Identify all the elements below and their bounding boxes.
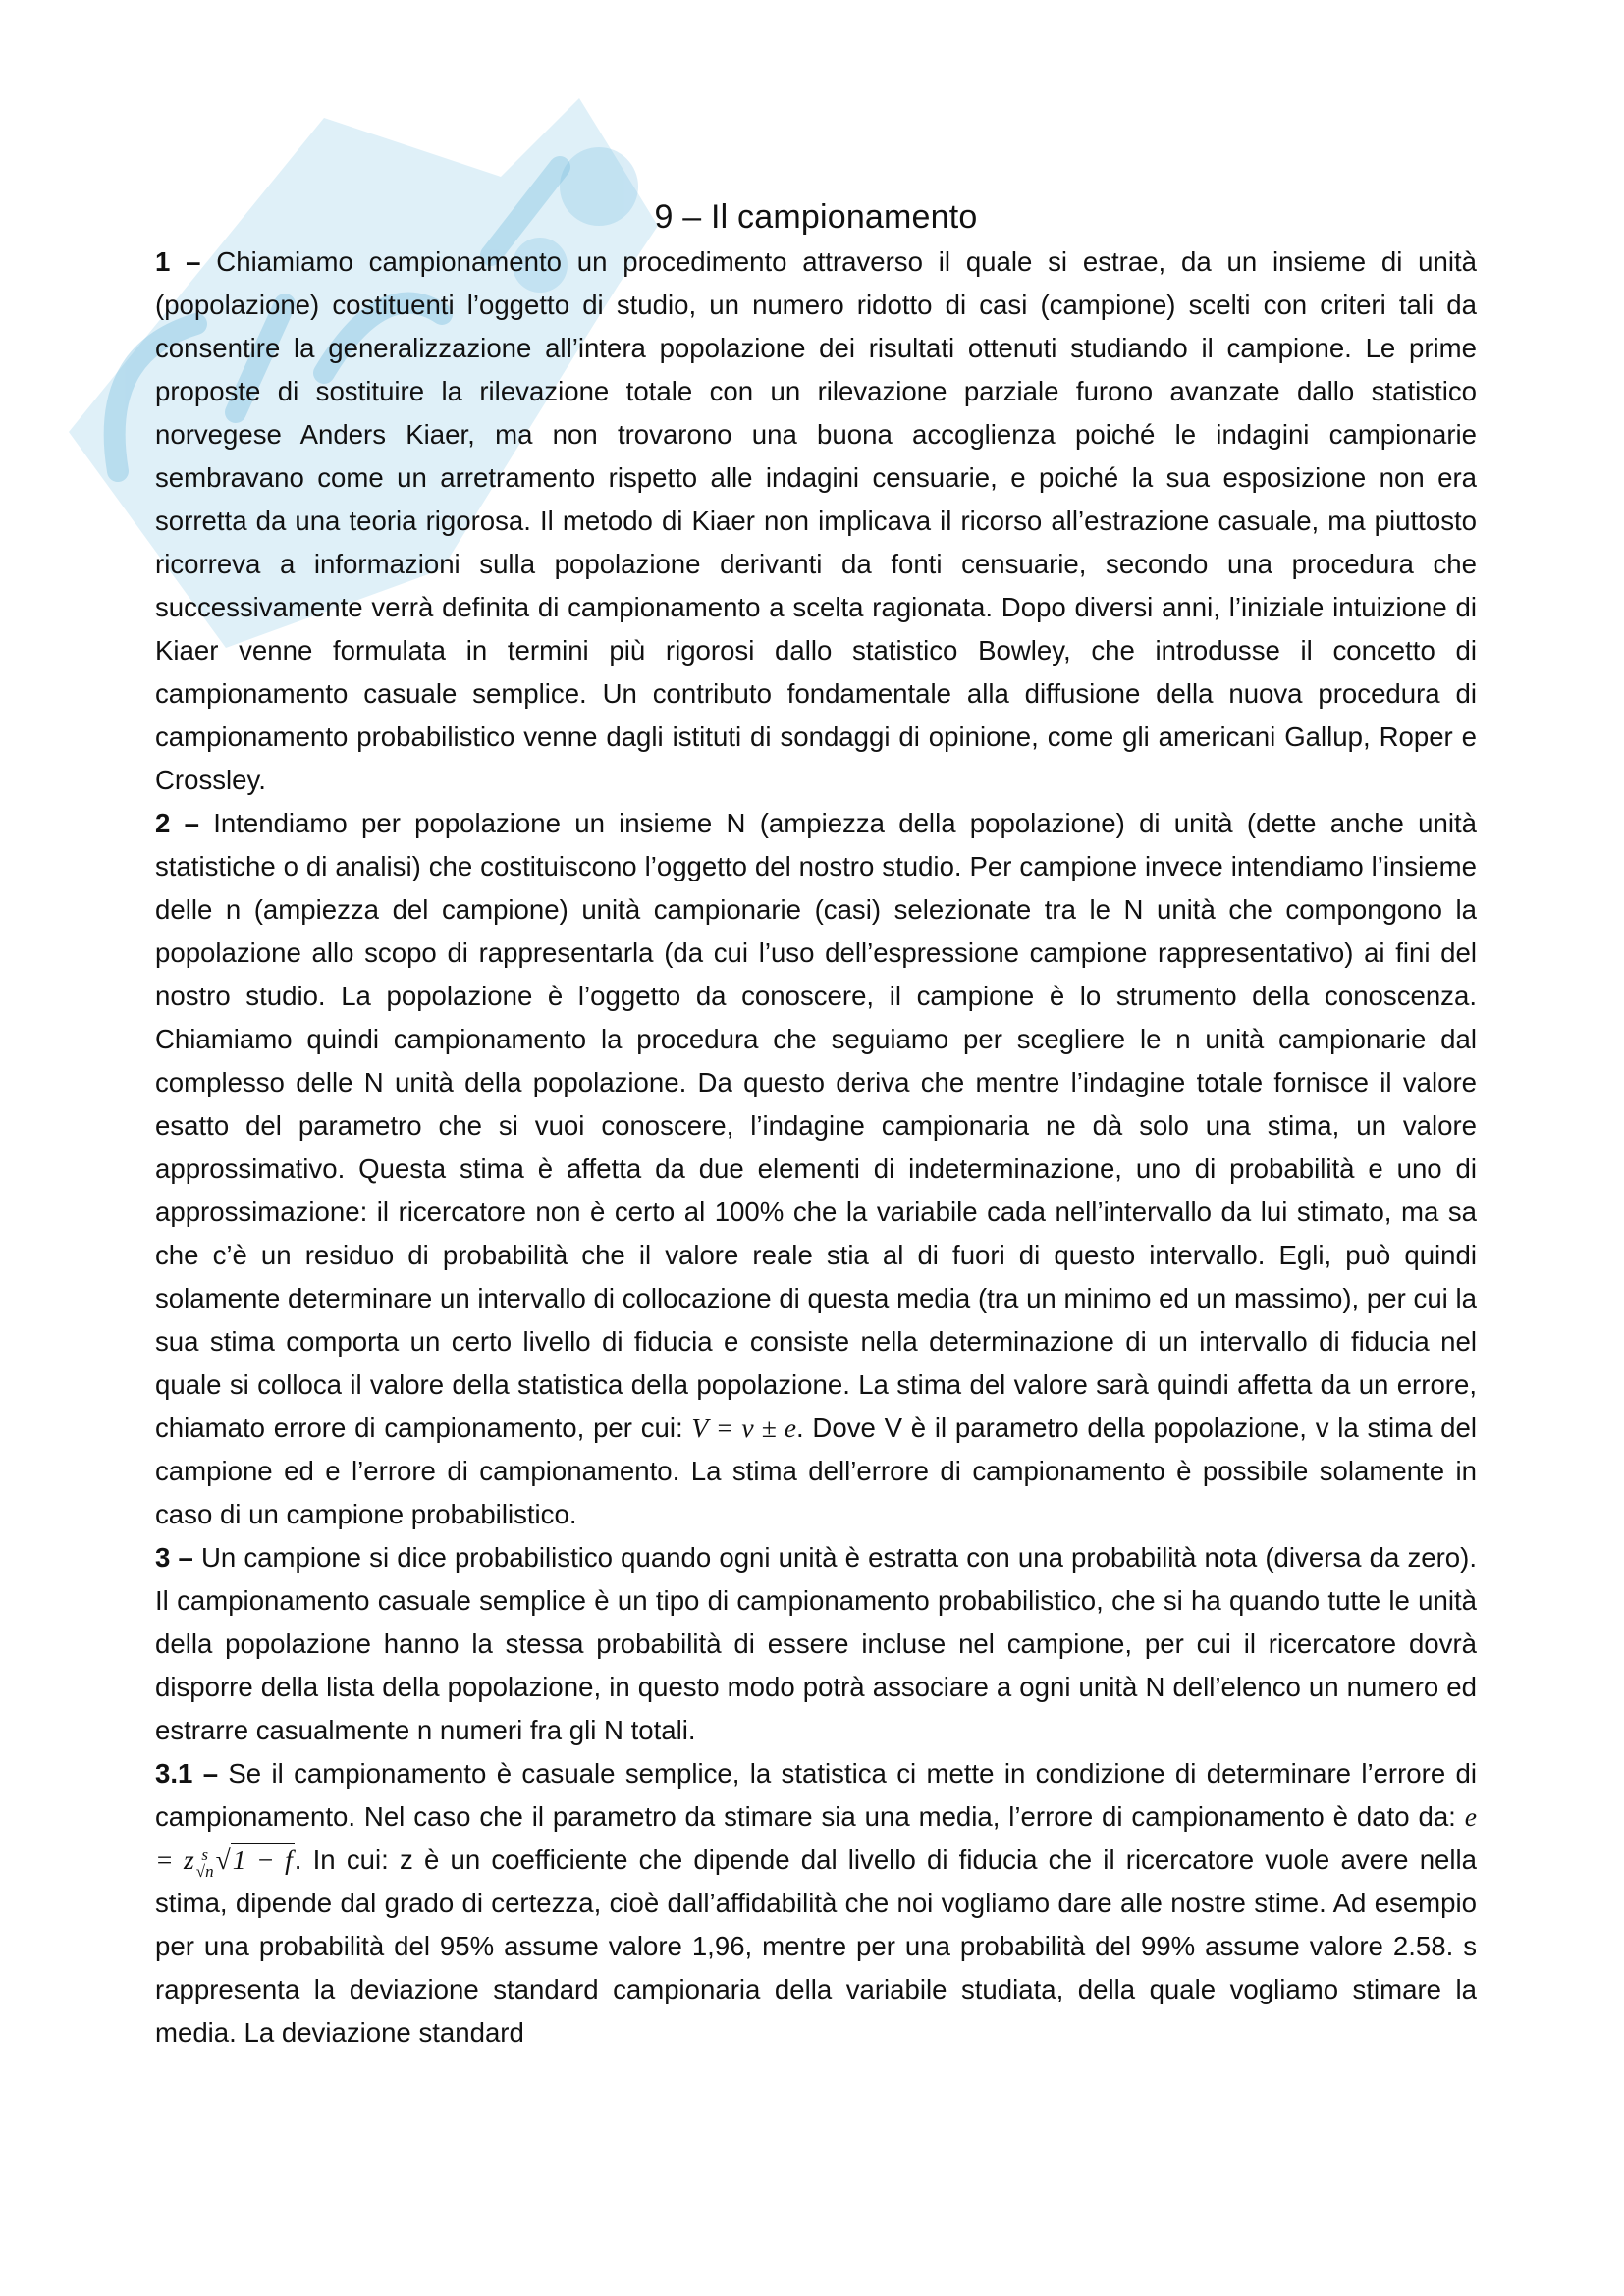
formula-numerator: s [201, 1844, 209, 1864]
paragraph-text-after: . Dove V è il parametro della popolazione, v la stima del campione ed e l’errore di campionamento. La stima dell’errore di campionamento è possibile solamente in caso di un campione probabilistico. [155, 1413, 1477, 1529]
formula-sampling-error: e = z s √n √1 − f [155, 1801, 1477, 1881]
paragraph-2 [155, 802, 1477, 1536]
formula-denominator: √n [195, 1861, 214, 1881]
paragraph-1 [155, 240, 1477, 802]
section-number: 3.1 – [155, 1758, 219, 1789]
paragraph-3-1 [155, 1752, 1477, 2055]
section-number: 1 – [155, 246, 201, 277]
document-page [155, 187, 1477, 2055]
formula-error-equation: V = v ± e [691, 1413, 796, 1443]
paragraph-text: Chiamiamo campionamento un procedimento attraverso il quale si estrae, da un insieme di unità (popolazione) costituenti l’oggetto di studio, un numero ridotto di casi (campione) scelti con criteri tali da consentire la generalizzazione all’intera popolazione dei risultati ottenuti studiando il campione. Le prime proposte di sostituire la rilevazione totale con un rilevazione parziale furono avanzate dallo statistico norvegese Anders Kiaer, ma non trovarono una buona accoglienza poiché le indagini campionarie sembravano come un arretramento rispetto alle indagini censuarie, e poiché la sua esposizione non era sorretta da una teoria rigorosa. Il metodo di Kiaer non implicava il ricorso all’estrazione casuale, ma piuttosto ricorreva a informazioni sulla popolazione derivanti da fonti censuarie, secondo una procedura che successivamente verrà definita di campionamento a scelta ragionata. Dopo diversi anni, l’iniziale intuizione di Kiaer venne formulata in termini più rigorosi dallo statistico Bowley, che introdusse il concetto di campionamento casuale semplice. Un contributo fondamentale alla diffusione della nuova procedura di campionamento probabilistico venne dagli istituti di sondaggi di opinione, come gli americani Gallup, Roper e Crossley. [155, 246, 1477, 795]
paragraph-text: Un campione si dice probabilistico quando ogni unità è estratta con una probabilità nota (diversa da zero). Il campionamento casuale semplice è un tipo di campionamento probabilistico, che si ha quando tutte le unità della popolazione hanno la stessa probabilità di essere incluse nel campione, per cui il ricercatore dovrà disporre della lista della popolazione, in questo modo potrà associare a ogni unità N dell’elenco un numero ed estrarre casualmente n numeri fra gli N totali. [155, 1542, 1477, 1745]
section-number: 2 – [155, 808, 199, 838]
formula-lhs: e = z [155, 1801, 1477, 1875]
formula-fraction [196, 1846, 214, 1880]
paragraph-text-after: . In cui: z è un coefficiente che dipende dal livello di fiducia che il ricercatore vuole avere nella stima, dipende dal grado di certezza, cioè dall’affidabilità che noi vogliamo dare alle nostre stime. Ad esempio per una probabilità del 95% assume valore 1,96, mentre per una probabilità del 99% assume valore 2.58. s rappresenta la deviazione standard campionaria della variabile studiata, della quale vogliamo stimare la media. La deviazione standard [155, 1844, 1477, 2048]
paragraph-text: Intendiamo per popolazione un insieme N (ampiezza della popolazione) di unità (dette anche unità statistiche o di analisi) che costituiscono l’oggetto del nostro studio. Per campione invece intendiamo l’insieme delle n (ampiezza del campione) unità campionarie (casi) selezionate tra le N unità che compongono la popolazione allo scopo di rappresentarla (da cui l’uso dell’espressione campione rappresentativo) ai fini del nostro studio. La popolazione è l’oggetto da conoscere, il campione è lo strumento della conoscenza. Chiamiamo quindi campionamento la procedura che seguiamo per scegliere le n unità campionarie dal complesso delle N unità della popolazione. Da questo deriva che mentre l’indagine totale fornisce il valore esatto del parametro che si vuoi conoscere, l’indagine campionaria ne dà solo una stima, un valore approssimativo. Questa stima è affetta da due elementi di indeterminazione, uno di probabilità e uno di approssimazione: il ricercatore non è certo al 100% che la variabile cada nell’intervallo da lui stimato, ma sa che c’è un residuo di probabilità che il valore reale stia al di fuori di questo intervallo. Egli, può quindi solamente determinare un intervallo di collocazione di questa media (tra un minimo ed un massimo), per cui la sua stima comporta un certo livello di fiducia e consiste nella determinazione di un intervallo di fiducia nel quale si colloca il valore della statistica della popolazione. La stima del valore sarà quindi affetta da un errore, chiamato errore di campionamento, per cui: [155, 808, 1477, 1443]
formula-root: 1 − f [232, 1844, 293, 1875]
paragraph-3 [155, 1536, 1477, 1752]
page-title: 9 – Il campionamento [654, 198, 978, 236]
section-number: 3 – [155, 1542, 193, 1573]
paragraph-text: Se il campionamento è casuale semplice, la statistica ci mette in condizione di determinare l’errore di campionamento. Nel caso che il parametro da stimare sia una media, l’errore di campionamento è dato da: [155, 1758, 1477, 1832]
